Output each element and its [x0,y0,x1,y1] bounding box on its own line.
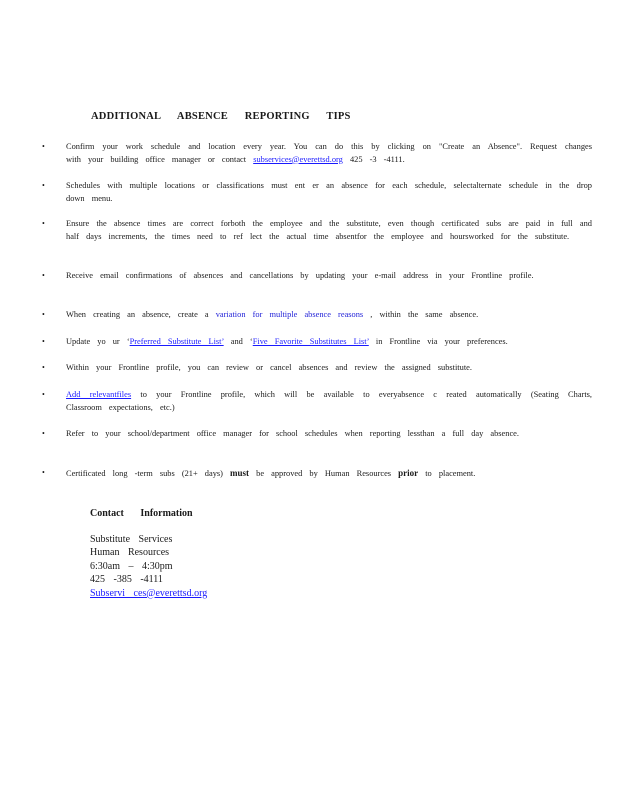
contact-line-hours: 6:30am – 4:30pm [90,560,173,572]
bullet-icon: • [42,390,45,399]
tip-text-segment: and ‘ [223,337,253,346]
bullet-icon: • [42,363,45,372]
tip-text-segment: Certificated long -term subs (21+ days) [66,469,231,478]
tip-text [66,467,592,481]
tip-text [66,428,592,441]
emphasis-text: prior [398,468,419,478]
bullet-icon: • [42,310,45,319]
tip-link[interactable]: Preferred Substitute List’ [129,337,224,346]
bullet-icon: • [42,181,45,190]
tip-text-segment: Receive email confirmations of absences and cancellations by updating your e-mail address in your Frontline profile. [66,271,534,280]
tip-text [66,336,592,349]
contact-block [90,507,207,600]
contact-heading: Contact Information [90,508,193,519]
tip-text-segment: Confirm your work schedule and location every year. You can do this by clicking on "Create an Absence". Request changes with your building office manager or contact [66,142,592,164]
bullet-icon: • [42,468,45,477]
tip-text-segment: to placement. [418,469,476,478]
tip-text [66,362,592,375]
bullet-icon: • [42,271,45,280]
bullet-icon: • [42,142,45,151]
bullet-icon: • [42,337,45,346]
tip-text [66,141,592,166]
tip-text [66,180,592,205]
tip-link[interactable]: subservices@everettsd.org [253,154,343,164]
contact-line-phone: 425 -385 -4111 [90,574,163,585]
bullet-icon: • [42,219,45,228]
contact-line-office: Human Resources [90,547,170,558]
bullet-icon: • [42,429,45,438]
tip-text [66,270,592,283]
contact-line-department: Substitute Services [90,533,173,545]
tip-text [66,309,592,322]
document-title: ADDITIONAL ABSENCE REPORTING TIPS [91,111,351,122]
tip-link[interactable]: Add relevantfiles [66,390,132,399]
emphasis-text: must [230,468,250,478]
tip-text-segment: Schedules with multiple locations or classifications must ent er an absence for each schedule, selectalternate schedule in the drop down menu. [66,181,592,203]
tip-text-segment: Within your Frontline profile, you can review or cancel absences and review the assigned substitute. [66,363,472,372]
tip-text-segment: Ensure the absence times are correct forboth the employee and the substitute, even though certificated subs are paid in full and half days increments, the times need to ref lect the actual time absentfor the employee and hoursworked for the substitute. [66,219,592,241]
tip-text [66,218,592,243]
contact-email-link[interactable]: Subservi ces@everettsd.org [90,587,208,599]
tip-link[interactable]: Five Favorite Substitutes List’ [252,337,369,346]
tip-text-segment: variation for multiple absence reasons [215,310,364,319]
tip-text-segment: Refer to your school/department office manager for school schedules when reporting lessthan a full day absence. [66,429,519,438]
tip-text-segment: When creating an absence, create a [66,310,216,319]
tip-text-segment: in Frontline via your preferences. [368,337,508,346]
tip-text-segment: to your Frontline profile, which will be available to everyabsence c reated automatically (Seating Charts, Classroom expectations, etc.) [66,390,593,412]
tip-text-segment: 425 -3 -4111. [342,154,405,164]
tip-text-segment: Update yo ur ‘ [66,337,130,346]
tip-text-segment: , within the same absence. [363,310,479,319]
tip-text-segment: be approved by Human Resources [249,469,399,478]
tip-text [66,389,592,414]
